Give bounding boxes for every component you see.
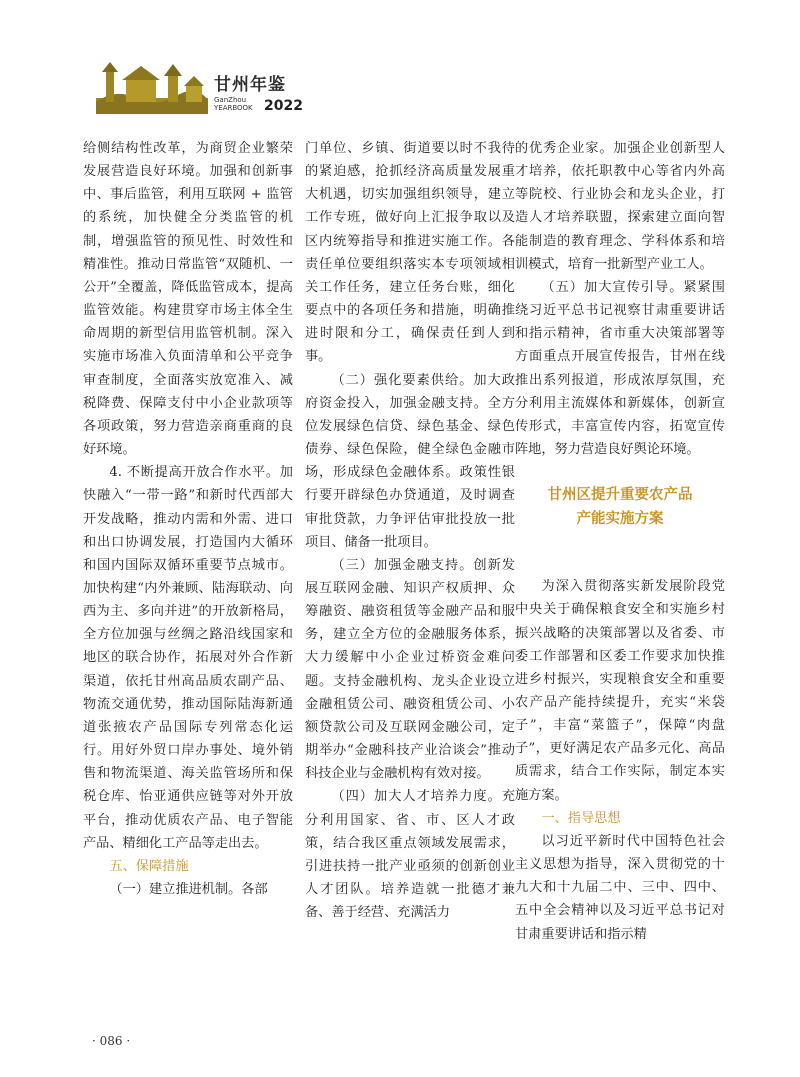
paragraph: （二）强化要素供给。加大政府资金投入，加强金融支持。全方位发展绿色信贷、绿色基金、绿色债券、绿色保险，健全绿色金融市场，形成绿色金融体系。政策性银行要开辟绿色办贷通道，及时调查审批贷款，力争评估审批投放一批项目、储备一批项目。 (305, 372, 515, 550)
paragraph: 以习近平新时代中国特色社会主义思想为指导，深入贯彻党的十九大和十九届二中、三中、四中、五中全会精神以及习近平总书记对甘肃重要讲话和指示精 (515, 833, 725, 942)
yearbook-header (96, 58, 356, 114)
paragraph: 4. 不断提高开放合作水平。加快融入“一带一路”和新时代西部大开发战略，推动内需和外需、进口和出口协调发展，打造国内大循环和国内国际双循环重要节点城市。加快构建“内外兼顾、陆海联动、向西为主、多向并进”的开放新格局，全方位加强与丝绸之路沿线国家和地区的联合协作，拓展对外合作新渠道，依托甘州高品质农副产品、物流交通优势，推动国际陆海新通道张掖农产品国际专列常态化运行。用好外贸口岸办事处、境外销售和物流渠道、海关监管场所和保税仓库、怡亚通供应链等对外开放平台，推动优质农产品、电子智能产品、精细化工产品等走出去。 (83, 465, 293, 851)
paragraph: 的优秀企业家。加强企业创新型人才培养，依托职教中心等省内外高等院校、行业协会和龙头企业，打造人才培养联盟，探索建立面向智能制造的教育理念、学科体系和培训模式，培育一批新型产业工人。 (515, 141, 725, 272)
section-heading-safeguards: 五、保障措施 (109, 858, 189, 874)
article-title-line-1: 甘州区提升重要农产品 (547, 486, 693, 504)
text-column-1 (83, 137, 293, 901)
paragraph: （五）加大宣传引导。紧紧围绕习近平总书记视察甘肃重要讲话和指示精神，省市重大决策部署等方面重点开展宣传报告，甘州在线推出系列报道，形成浓厚氛围，充分利用主流媒体和新媒体，创新宣传形式，丰富宣传内容，拓宽宣传阵地，努力营造良好舆论环境。 (515, 279, 725, 458)
pagoda-tower-icon (96, 58, 208, 114)
paragraph: 给侧结构性改革，为商贸企业繁荣发展营造良好环境。加强和创新事中、事后监管，利用互联网 + 监管的系统，加快健全分类监管的机制，增强监管的预见性、时效性和精准性。推动日常监管“双随机、一公开”全覆盖，降低监管成本，提高监管效能。构建贯穿市场主体全生命周期的新型信用监管机制。深入实施市场准入负面清单和公平竞争审查制度，全面落实放宽准入、减税降费、保障支付中小企业款项等各项政策，努力营造亲商重商的良好环境。 (83, 141, 293, 458)
section-heading-guiding-ideology: 一、指导思想 (541, 810, 621, 826)
paragraph: （一）建立推进机制。各部 (109, 882, 268, 897)
yearbook-subtitle-ganzhou: GanZhou (214, 96, 247, 104)
paragraph: 为深入贯彻落实新发展阶段党中央关于确保粮食安全和实施乡村振兴战略的决策部署以及省委、市委工作部署和区委工作要求加快推进乡村振兴，实现粮食安全和重要农产品产能持续提升，充实“米袋子”，丰富“菜篮子”，保障“肉盘子”，更好满足农产品多元化、高品质需求，结合工作实际，制定本实施方案。 (515, 579, 725, 803)
paragraph: 门单位、乡镇、街道要以时不我待的紧迫感，抢抓经济高质量发展重大机遇，切实加强组织领导，建立工作专班，做好向上汇报争取以及区内统筹指导和推进实施工作。各责任单位要组织落实本专项领域相关工作任务，建立任务台账，细化要点中的各项任务和措施，明确推进时限和分工，确保责任到人到事。 (305, 141, 515, 365)
yearbook-title: 甘州年鉴 (214, 75, 286, 95)
paragraph: （四）加大人才培养力度。充分利用国家、省、市、区人才政策，结合我区重点领域发展需求，引进扶持一批产业亟须的创新创业人才团队。培养造就一批德才兼备、善于经营、充满活力 (305, 789, 515, 921)
text-column-3 (515, 137, 725, 946)
yearbook-year: 2022 (264, 98, 303, 114)
text-column-2 (305, 137, 515, 924)
yearbook-subtitle-yearbook: YEARBOOK (214, 104, 253, 112)
paragraph: （三）加强金融支持。创新发展互联网金融、知识产权质押、众筹融资、融资租赁等金融产品和服务，建立全方位的金融服务体系，大力缓解中小企业过桥资金难问题。支持金融机构、龙头企业设立金融租赁公司、融资租赁公司、小额贷款公司及互联网金融公司，定期举办“金融科技产业洽谈会”推动科技企业与金融机构有效对接。 (305, 557, 515, 782)
article-title-line-2: 产能实施方案 (576, 510, 664, 528)
page-number: · 086 · (92, 1034, 131, 1048)
